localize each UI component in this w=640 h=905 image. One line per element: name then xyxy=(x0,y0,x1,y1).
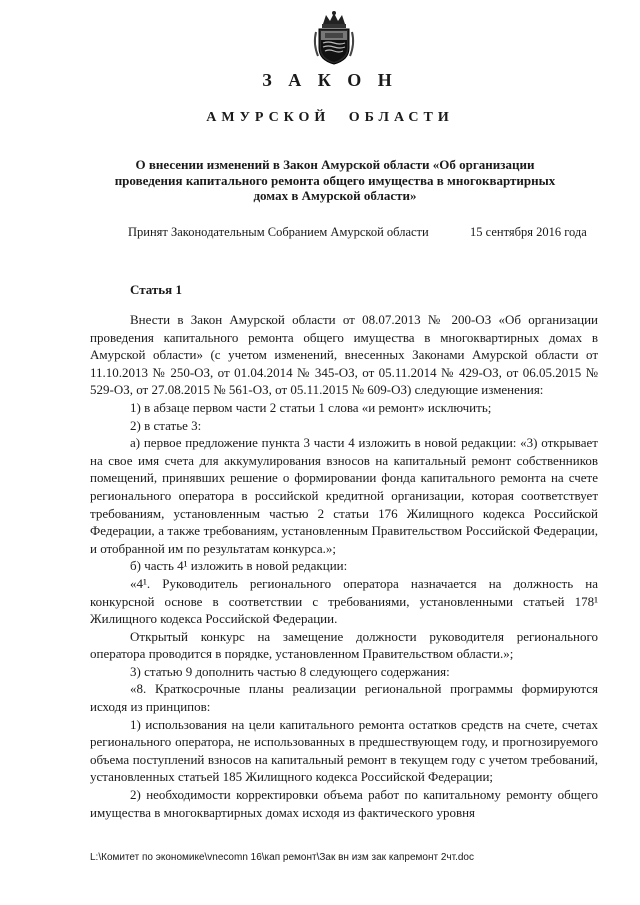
file-path-footer: L:\Комитет по экономике\vnecomn 16\кап ремонт\Зак вн изм зак капремонт 2чт.doc xyxy=(90,852,474,863)
paragraph: «8. Краткосрочные планы реализации региональной программы формируются исходя из принципов: xyxy=(90,681,598,715)
paragraph: 1) использования на цели капитального ремонта остатков средств на счете, счетах регионального оператора, не использованных в предшествующем году, и прогнозируемого объема поступлений взносов на капитальный ремонт в текущем году с учетом требований, установленных статьей 185 Жилищного кодекса Российской Федерации; xyxy=(90,716,598,785)
paragraph: 1) в абзаце первом части 2 статьи 1 слова «и ремонт» исключить; xyxy=(130,399,492,415)
heading-line: домах в Амурской области» xyxy=(253,188,417,203)
article-body xyxy=(90,311,598,821)
heading-line: проведения капитального ремонта общего имущества в многоквартирных xyxy=(114,172,556,188)
law-title: З А К О Н xyxy=(262,70,398,90)
region-subtitle: АМУРСКОЙ ОБЛАСТИ xyxy=(206,110,454,125)
amur-region-coat-of-arms-icon xyxy=(311,10,357,66)
adoption-text: Принят Законодательным Собранием Амурской области xyxy=(128,225,429,239)
article-title: Статья 1 xyxy=(130,282,182,297)
paragraph: б) часть 4¹ изложить в новой редакции: xyxy=(130,558,348,574)
paragraph: Открытый конкурс на замещение должности руководителя регионального оператора проводится в порядке, установленном Правительством области.»; xyxy=(90,628,598,662)
paragraph: «4¹. Руководитель регионального оператора назначается на должность на конкурсной основе в соответствии с требованиями, установленными статьей 178¹ Жилищного кодекса Российской Федерации. xyxy=(90,575,598,627)
adoption-date: 15 сентября 2016 года xyxy=(470,225,587,239)
paragraph: Внести в Закон Амурской области от 08.07.2013 № 200-ОЗ «Об организации проведения капитального ремонта общего имущества в многоквартирных домах в Амурской области» (с учетом изменений, внесенных Законами Амурской области от 11.10.2013 № 250-ОЗ, от 01.04.2014 № 345-ОЗ, от 05.11.2014 № 429-ОЗ, от 06.05.2015 № 529-ОЗ, от 27.08.2015 № 561-ОЗ, от 05.11.2015 № 609-ОЗ) следующие изменения: xyxy=(90,312,598,398)
paragraph: 2) в статье 3: xyxy=(130,417,202,433)
paragraph: 3) статью 9 дополнить частью 8 следующего содержания: xyxy=(130,663,450,679)
paragraph: 2) необходимости корректировки объема работ по капитальному ремонту общего имущества в многоквартирных домах исходя из фактического уровня xyxy=(90,787,598,820)
paragraph: а) первое предложение пункта 3 части 4 изложить в новой редакции: «3) открывает на свое имя счета для аккумулирования взносов на капитальный ремонт собственников помещений, принявших решение о формировании фонда капитального ремонта на счете регионального оператора в российской кредитной организации, которая соответствует требованиям, установленным частью 2 статьи 176 Жилищного кодекса Российской Федерации, а также требованиям, установленным Правительством Российской Федерации, и отобранной им по результатам конкурса.»; xyxy=(90,435,598,556)
law-heading xyxy=(90,157,580,204)
heading-line: О внесении изменений в Закон Амурской области «Об организации xyxy=(135,157,535,172)
